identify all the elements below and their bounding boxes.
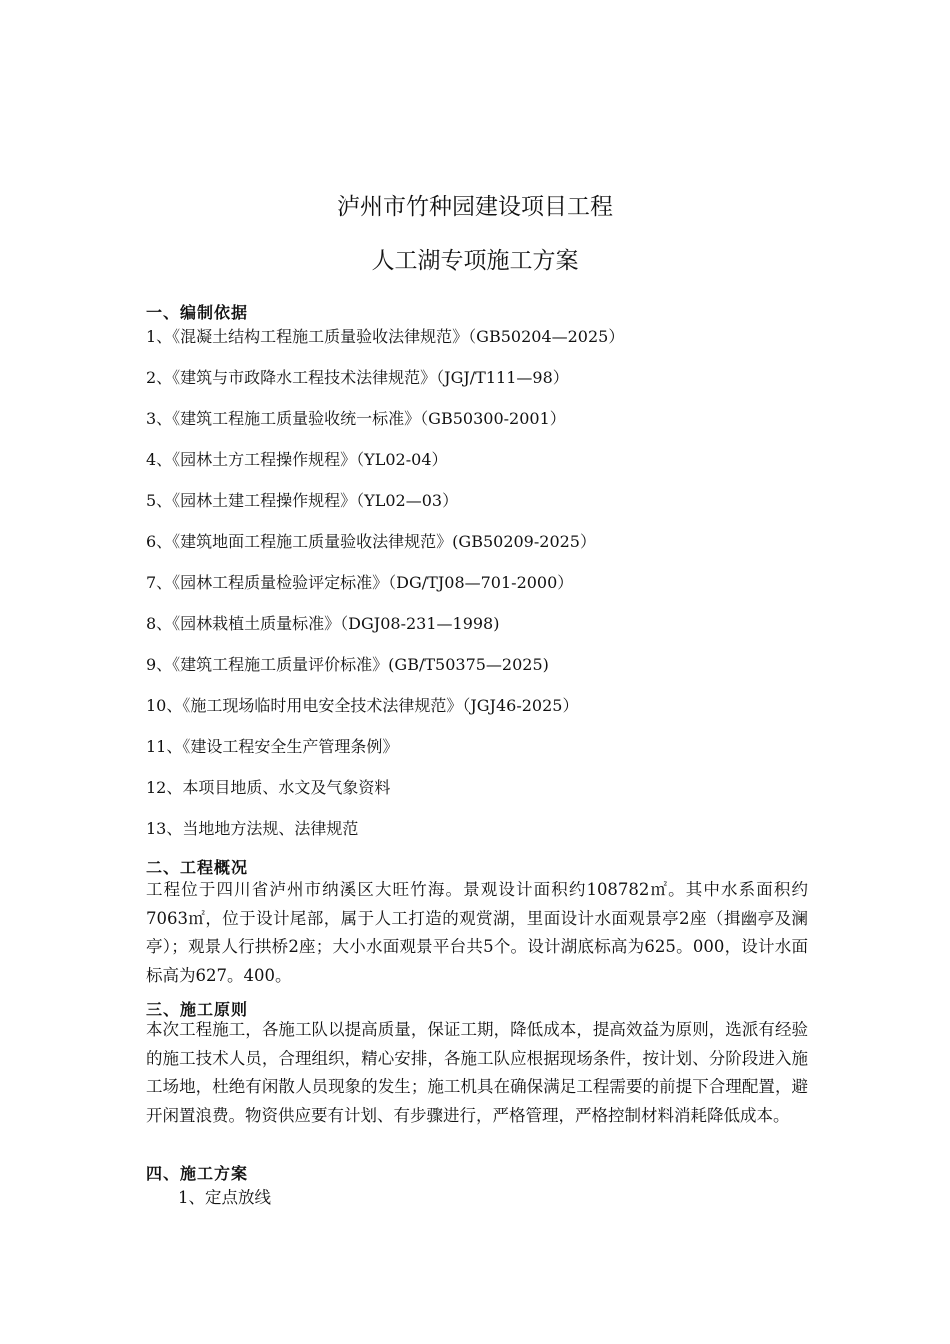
reference-item: 1、《混凝土结构工程施工质量验收法律规范》（GB50204—2025）	[146, 327, 625, 346]
reference-item: 8、《园林栽植土质量标准》（DGJ08-231—1998)	[146, 614, 500, 633]
reference-item: 10、《施工现场临时用电安全技术法律规范》（JGJ46-2025）	[146, 696, 579, 715]
plan-subitem: 1、定点放线	[178, 1188, 271, 1207]
reference-item: 12、本项目地质、水文及气象资料	[146, 778, 391, 797]
reference-item: 2、《建筑与市政降水工程技术法律规范》（JGJ/T111—98）	[146, 368, 569, 387]
reference-item: 3、《建筑工程施工质量验收统一标准》（GB50300-2001）	[146, 409, 566, 428]
section-heading-basis: 一、编制依据	[146, 303, 249, 322]
principles-paragraph: 本次工程施工，各施工队以提高质量，保证工期，降低成本，提高效益为原则，选派有经验的施工技术人员，合理组织，精心安排，各施工队应根据现场条件，按计划、分阶段进入施工场地，杜绝有闲散人员现象的发生；施工机具在确保满足工程需要的前提下合理配置，避开闲置浪费。物资供应要有计划、有步骤进行，严格管理，严格控制材料消耗降低成本。	[146, 1020, 808, 1125]
reference-item: 5、《园林土建工程操作规程》（YL02—03）	[146, 491, 459, 510]
section-heading-principles: 三、施工原则	[146, 1000, 249, 1019]
overview-paragraph: 工程位于四川省泸州市纳溪区大旺竹海。景观设计面积约108782㎡。其中水系面积约7063㎡，位于设计尾部，属于人工打造的观赏湖，里面设计水面观景亭2座（揖幽亭及澜亭）；观景人行拱桥2座；大小水面观景平台共5个。设计湖底标高为625。000，设计水面标高为627。400。	[146, 880, 808, 985]
document-title-line2: 人工湖专项施工方案	[371, 248, 579, 274]
reference-item: 4、《园林土方工程操作规程》（YL02-04）	[146, 450, 448, 469]
reference-item: 7、《园林工程质量检验评定标准》（DG/TJ08—701-2000）	[146, 573, 574, 592]
reference-item: 11、《建设工程安全生产管理条例》	[146, 737, 399, 756]
section-heading-overview: 二、工程概况	[146, 858, 249, 877]
document-title-line1: 泸州市竹种园建设项目工程	[337, 194, 613, 220]
reference-item: 6、《建筑地面工程施工质量验收法律规范》(GB50209-2025）	[146, 532, 596, 551]
reference-item: 9、《建筑工程施工质量评价标准》(GB/T50375—2025)	[146, 655, 549, 674]
reference-item: 13、当地地方法规、法律规范	[146, 819, 359, 838]
section-heading-plan: 四、施工方案	[146, 1164, 249, 1183]
